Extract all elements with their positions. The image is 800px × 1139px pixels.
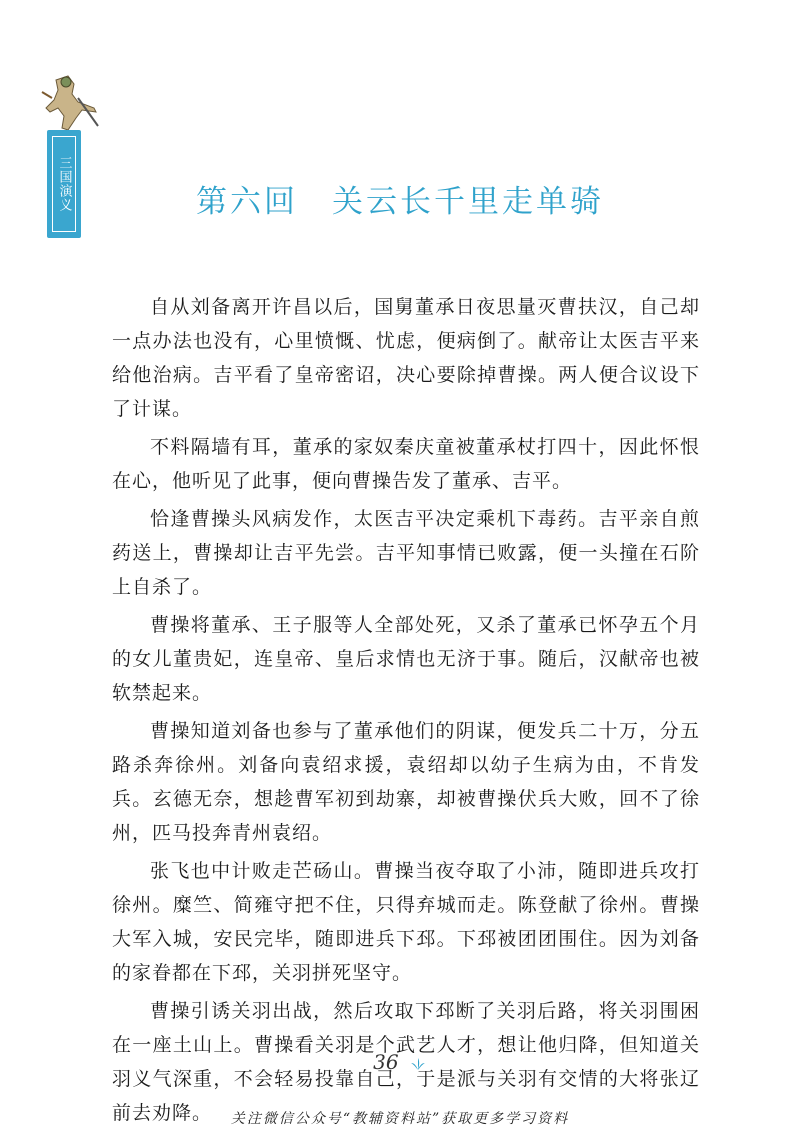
paragraph: 自从刘备离开许昌以后，国舅董承日夜思量灭曹扶汉，自己却一点办法也没有，心里愤慨、忧虑，便病倒了。献帝让太医吉平来给他治病。吉平看了皇帝密诏，决心要除掉曹操。两人便合议设下了计谋。 [112, 296, 700, 420]
page-number: 36 [373, 1050, 399, 1074]
paragraph: 曹操引诱关羽出战，然后攻取下邳断了关羽后路，将关羽围困在一座土山上。曹操看关羽是个武艺人才，想让他归降，但知道关羽义气深重，不会轻易投靠自己，于是派与关羽有交情的大将张辽前去劝降。 [112, 1000, 700, 1124]
page-number-row [0, 1050, 800, 1074]
paragraph: 曹操知道刘备也参与了董承他们的阴谋，便发兵二十万，分五路杀奔徐州。刘备向袁绍求援，袁绍却以幼子生病为由，不肯发兵。玄德无奈，想趁曹军初到劫寨，却被曹操伏兵大败，回不了徐州，匹马投奔青州袁绍。 [112, 720, 700, 844]
footer-watermark-text: 关注微信公众号“教辅资料站”获取更多学习资料 [230, 1111, 570, 1127]
paragraph: 张飞也中计败走芒砀山。曹操当夜夺取了小沛，随即进兵攻打徐州。糜竺、简雍守把不住，只得弃城而走。陈登献了徐州。曹操大军入城，安民完毕，随即进兵下邳。下邳被团团围住。因为刘备的家眷都在下邳，关羽拼死坚守。 [112, 860, 700, 984]
chapter-heading [0, 176, 800, 221]
chapter-title: 关云长千里走单骑 [332, 184, 604, 220]
leaf-ornament-icon [409, 1057, 427, 1071]
paragraph: 不料隔墙有耳，董承的家奴秦庆童被董承杖打四十，因此怀恨在心，他听见了此事，便向曹操告发了董承、吉平。 [112, 436, 700, 492]
chapter-body [112, 290, 700, 1134]
warrior-illustration [38, 68, 100, 136]
paragraph: 恰逢曹操头风病发作，太医吉平决定乘机下毒药。吉平亲自煎药送上，曹操却让吉平先尝。吉平知事情已败露，便一头撞在石阶上自杀了。 [112, 508, 700, 598]
chapter-number: 第六回 [196, 184, 298, 220]
paragraph: 曹操将董承、王子服等人全部处死，又杀了董承已怀孕五个月的女儿董贵妃，连皇帝、皇后求情也无济于事。随后，汉献帝也被软禁起来。 [112, 614, 700, 704]
book-title-label: 三国演义 [56, 156, 72, 212]
